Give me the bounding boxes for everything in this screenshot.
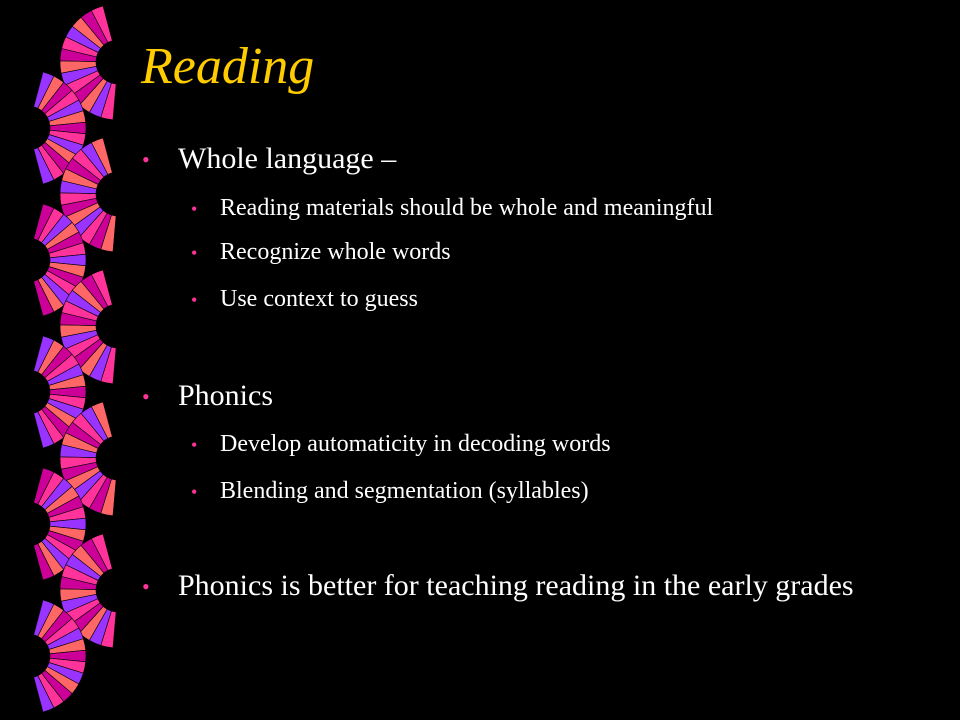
bullet-marker: •	[142, 384, 150, 409]
bullet-whole-language	[142, 141, 397, 177]
sub-bullet-recognize-words	[191, 237, 451, 267]
bullet-text: Use context to guess	[220, 286, 418, 312]
decorative-ribbon	[0, 0, 130, 720]
bullet-text: Reading materials should be whole and meaningful	[220, 195, 714, 221]
bullet-marker: •	[191, 243, 198, 263]
bullet-text: Recognize whole words	[220, 239, 451, 265]
sub-bullet-automaticity	[191, 429, 611, 459]
bullet-marker: •	[191, 482, 198, 502]
bullet-marker: •	[142, 147, 150, 172]
sub-bullet-blending	[191, 476, 589, 506]
bullet-text: Develop automaticity in decoding words	[220, 431, 611, 457]
bullet-marker: •	[191, 199, 198, 219]
bullet-phonics-better	[142, 566, 918, 606]
bullet-text: Whole language –	[178, 142, 397, 175]
bullet-text: Phonics is better for teaching reading in the early grades	[178, 569, 854, 602]
bullet-phonics	[142, 378, 274, 414]
slide-title: Reading	[141, 38, 315, 95]
bullet-text: Phonics	[178, 379, 274, 412]
bullet-marker: •	[142, 574, 150, 599]
bullet-marker: •	[191, 435, 198, 455]
sub-bullet-reading-materials	[191, 193, 714, 223]
bullet-text: Blending and segmentation (syllables)	[220, 478, 589, 504]
sub-bullet-use-context	[191, 284, 418, 314]
bullet-marker: •	[191, 290, 198, 310]
